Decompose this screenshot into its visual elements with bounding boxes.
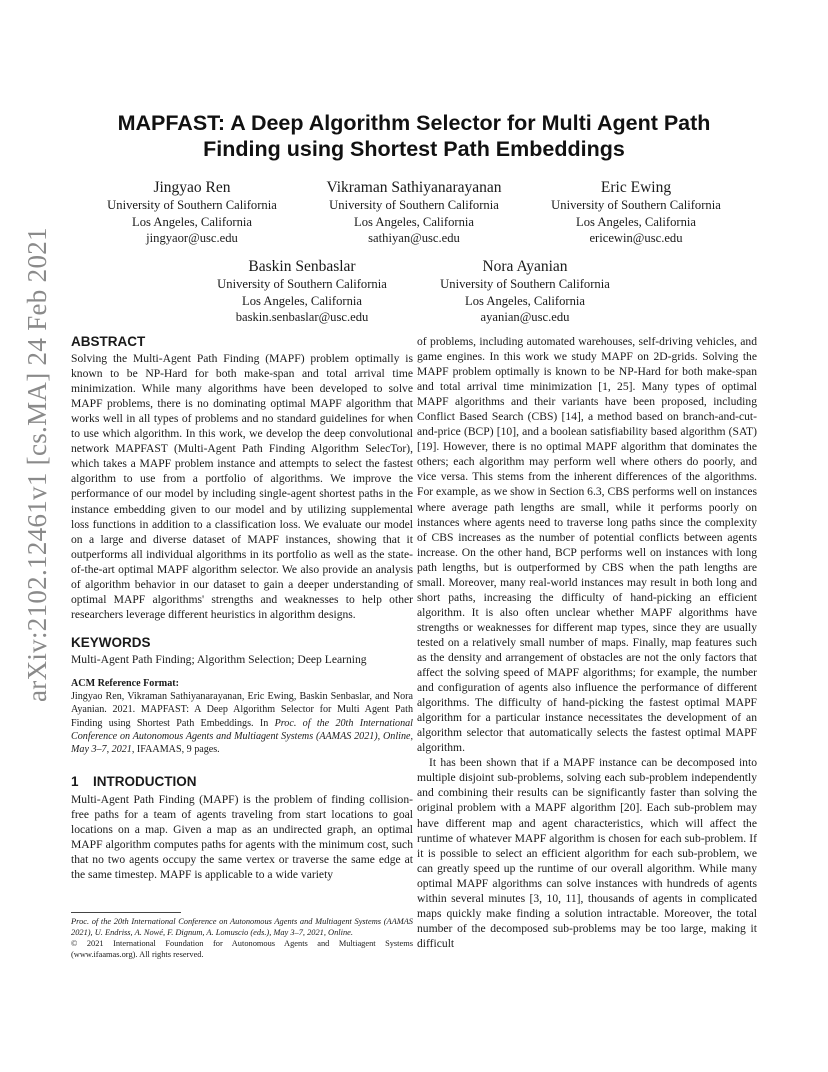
footnote-proceedings: Proc. of the 20th International Conference on Autonomous Agents and Multiagent Systems (AAMAS 2021), U. Endriss, A. Nowé, F. Dignum, A. Lomuscio (eds.), May 3–7, 2021, Online.: [71, 917, 413, 937]
title-line-2: Finding using Shortest Path Embeddings: [203, 137, 625, 161]
author-name: Jingyao Ren: [153, 179, 231, 196]
author-block-1: [92, 178, 292, 247]
author-email: baskin.senbaslar@usc.edu: [235, 310, 369, 324]
arxiv-stamp: arXiv:2102.12461v1 [cs.MA] 24 Feb 2021: [22, 227, 52, 702]
author-affiliation: University of Southern California: [107, 198, 277, 212]
keywords-text: Multi-Agent Path Finding; Algorithm Selection; Deep Learning: [71, 652, 367, 666]
author-name: Baskin Senbaslar: [248, 258, 356, 275]
abstract-heading: ABSTRACT: [71, 334, 146, 349]
author-block-4: [202, 257, 402, 326]
author-location: Los Angeles, California: [465, 293, 585, 308]
author-email: sathiyan@usc.edu: [368, 231, 460, 245]
footnote-rule: [71, 912, 181, 913]
keywords-heading: KEYWORDS: [71, 634, 151, 650]
footnote-copyright: © 2021 International Foundation for Autonomous Agents and Multiagent Systems (www.ifaamas.org). All rights reserved.: [71, 939, 413, 959]
author-affiliation: University of Southern California: [217, 277, 387, 291]
acm-reference-venue: Proc. of the 20th International Conference on Autonomous Agents and Multiagent Systems (AAMAS 2021), Online, May 3–7, 2021: [71, 717, 413, 755]
right-column: [417, 334, 757, 951]
author-block-2: [306, 178, 522, 247]
author-name: Vikraman Sathiyanarayanan: [326, 179, 502, 196]
acm-reference-tail: , IFAAMAS, 9 pages.: [131, 744, 220, 755]
author-email: ayanian@usc.edu: [480, 310, 570, 324]
author-location: Los Angeles, California: [242, 293, 362, 308]
author-affiliation: University of Southern California: [551, 198, 721, 212]
section-number: 1: [71, 774, 79, 790]
introduction-paragraph-3: It has been shown that if a MAPF instance can be decomposed into multiple disjoint sub-problems, solving each sub-problem independently and combining their results can be significantly faster than solving the original problem with a MAPF algorithm [20]. Each sub-problem may have different map and agent characteristics, which will affect the runtime of whatever MAPF algorithm is chosen for each sub-problem. If it is possible to select an efficient algorithm for each sub-problem, we can greatly speed up the runtime of our overall algorithm. While many optimal MAPF algorithms can solve instances with hundreds of agents within several minutes [3, 10, 11], thousands of agents in complicated maps quickly make finding a solution intractable. Moreover, the total number of the decomposed sub-problems may be too large, making it difficult: [417, 756, 757, 950]
acm-reference-authors: Jingyao Ren, Vikraman Sathiyanarayanan, Eric Ewing, Baskin Senbaslar, and Nora Ayanian. 2021. MAPFAST: A Deep Algorithm Selector for Multi Agent Path Finding using Shortest Path Embeddings. In: [71, 691, 413, 729]
author-block-5: [425, 257, 625, 326]
author-name: Nora Ayanian: [482, 258, 568, 275]
paper-title: [80, 110, 748, 162]
left-column: [71, 334, 413, 883]
title-line-1: MAPFAST: A Deep Algorithm Selector for Multi Agent Path: [117, 111, 711, 135]
acm-reference-heading: ACM Reference Format:: [71, 677, 179, 689]
author-email: jingyaor@usc.edu: [146, 231, 238, 245]
section-title: INTRODUCTION: [93, 774, 197, 790]
footnote: [71, 916, 413, 960]
author-affiliation: University of Southern California: [329, 198, 499, 212]
author-location: Los Angeles, California: [576, 214, 696, 229]
author-block-3: [536, 178, 736, 247]
author-location: Los Angeles, California: [354, 214, 474, 229]
acm-reference-text: [71, 690, 413, 756]
author-affiliation: University of Southern California: [440, 277, 610, 291]
acm-reference: [71, 677, 413, 756]
introduction-paragraph-1: Multi-Agent Path Finding (MAPF) is the problem of finding collision-free paths for a team of agents traveling from start locations to goal locations on a map. Given a map as an undirected graph, an optimal MAPF algorithm computes paths for agents with the minimum cost, such that no two agents occupy the same vertex or traverse the same edge at the same timestep. MAPF is applicable to a wide variety: [71, 793, 413, 882]
introduction-heading: [71, 774, 413, 789]
abstract-text: Solving the Multi-Agent Path Finding (MAPF) problem optimally is known to be NP-Hard for both make-span and total arrival time minimization. While many algorithms have been developed to solve MAPF problems, there is no dominating optimal MAPF algorithm that works well in all types of problems and no standard guidelines for when to use which algorithm. In this work, we develop the deep convolutional network MAPFAST (Multi-Agent Path Finding Algorithm SelecTor), which takes a MAPF problem instance and attempts to select the fastest algorithm to use from a portfolio of algorithms. We improve the performance of our model by including single-agent shortest paths in the instance embedding given to our model and by utilizing supplemental loss functions in addition to a classification loss. We evaluate our model on a large and diverse dataset of MAPF instances, showing that it outperforms all individual algorithms in its portfolio as well as the state-of-the-art optimal MAPF algorithm selector. We also provide an analysis of algorithm behavior in our dataset to gain a deeper understanding of optimal MAPF algorithms' strengths and weaknesses to help other researchers leverage different heuristics in algorithm designs.: [71, 352, 413, 621]
author-name: Eric Ewing: [600, 179, 672, 196]
author-location: Los Angeles, California: [132, 214, 252, 229]
introduction-paragraph-2: of problems, including automated warehouses, self-driving vehicles, and game engines. In this work we study MAPF on 2D-grids. Solving the MAPF problem optimally is known to be NP-Hard for both make-span and total arrival time minimization [1, 25]. Many types of optimal MAPF algorithms and their variants have been proposed, including Conflict Based Search (CBS) [14], a method based on branch-and-cut-and-price (BCP) [10], and a boolean satisfiability based algorithm (SAT) [19]. However, there is no optimal MAPF algorithm that dominates the others; each algorithm may perform well where others do poorly, and vice versa. This stems from the inherent differences of the algorithms. For example, as we show in Section 6.3, CBS performs well on instances where average path lengths are small, while it performs poorly on instances where agents need to traverse long paths since the complexity of CBS increases as the number of potential conflicts between agents increase. On the other hand, BCP performs well on instances with long path lengths, but is outperformed by CBS when the path lengths are small. Moreover, many real-world instances may result in both long and short paths, increasing the difficulty of hand-picking an efficient algorithm. It is also often unclear whether MAPF algorithms have strengths or weaknesses for different map types, since they are usually tested on a relatively small number of maps. Finally, map features such as the density and arrangement of obstacles are not the only factors that affect the solving speed of MAPF algorithms; for example, the number and configuration of agents also influence the performance of different algorithms. The difficulty of hand-picking the fastest optimal MAPF algorithm for a particular instance necessitates the development of an algorithm selector that automatically selects the fastest optimal MAPF algorithm.: [417, 335, 757, 755]
author-email: ericewin@usc.edu: [589, 231, 683, 245]
